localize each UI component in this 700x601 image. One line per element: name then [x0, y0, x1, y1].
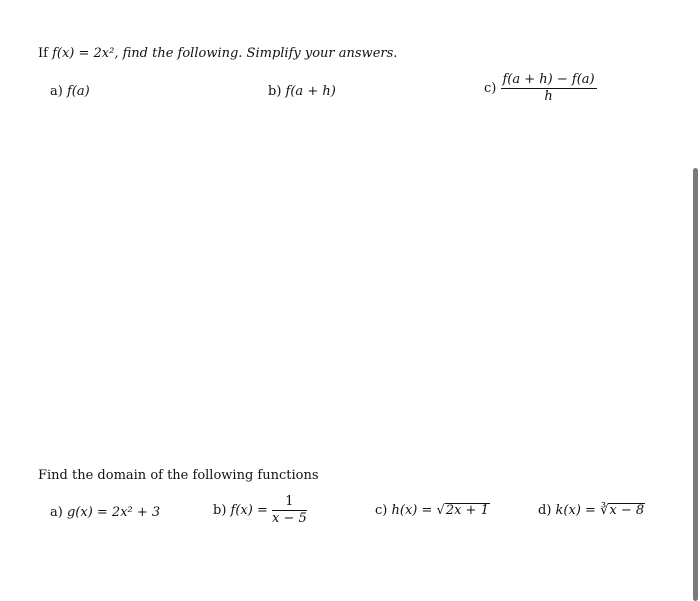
fraction-numerator: 1	[285, 494, 294, 509]
item-1c	[484, 72, 597, 105]
item-label: c)	[375, 503, 388, 518]
square-root-symbol: √	[436, 503, 445, 518]
difference-quotient-fraction	[501, 72, 597, 105]
item-lhs: k(x) =	[555, 503, 596, 518]
item-expression: f(a)	[66, 84, 90, 99]
problem-statement-1	[38, 46, 397, 61]
item-1b	[268, 84, 336, 99]
item-expression: f(a + h)	[285, 84, 336, 99]
item-lhs: h(x) =	[391, 503, 433, 518]
item-label: b)	[268, 84, 282, 99]
cube-root-symbol: ∛	[600, 503, 609, 518]
vertical-scrollbar[interactable]	[693, 168, 698, 601]
item-2b	[213, 494, 307, 527]
item-2d	[538, 503, 645, 518]
fraction-denominator: h	[544, 89, 553, 104]
item-expression: g(x) = 2x² + 3	[66, 505, 161, 520]
statement-definition: f(x) = 2x², find the following. Simplify your answers.	[52, 46, 398, 61]
radicand: 2x + 1	[445, 503, 489, 518]
item-label: c)	[484, 81, 497, 96]
item-label: d)	[538, 503, 552, 518]
statement-prefix: If	[38, 46, 48, 61]
item-label: a)	[50, 84, 63, 99]
reciprocal-fraction	[272, 494, 307, 527]
item-label: b)	[213, 503, 227, 518]
radicand: x − 8	[609, 503, 645, 518]
fraction-denominator: x − 5	[272, 511, 307, 526]
domain-heading: Find the domain of the following functions	[38, 468, 319, 483]
item-1a	[50, 84, 90, 99]
fraction-numerator: f(a + h) − f(a)	[502, 72, 595, 87]
item-lhs: f(x) =	[230, 503, 268, 518]
item-label: a)	[50, 505, 63, 520]
item-2c	[375, 503, 490, 518]
item-2a	[50, 505, 160, 520]
